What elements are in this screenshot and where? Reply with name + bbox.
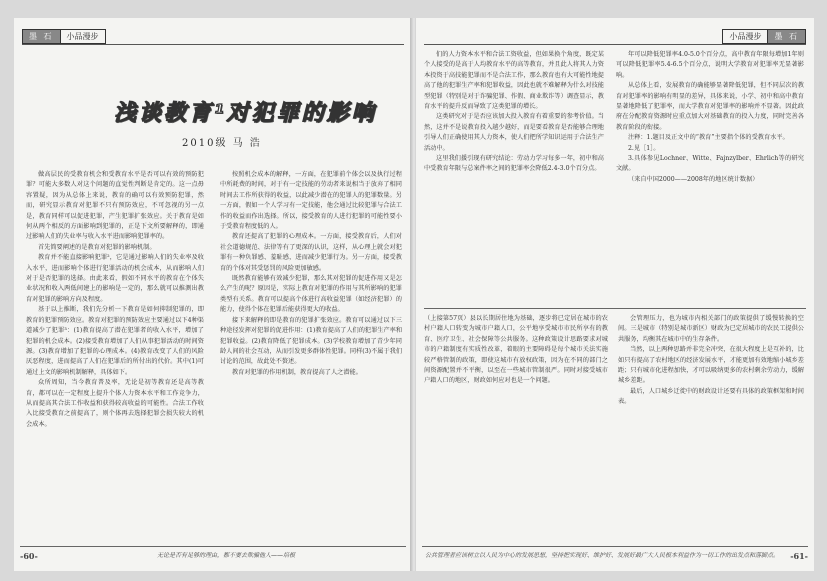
footnote: 3.具体参见Lochner、Witte、Fajnzylber、Ehrlich等的研究文献。	[616, 155, 804, 173]
left-page-header	[22, 28, 106, 44]
left-column-1	[26, 170, 204, 430]
right-column-1	[424, 50, 604, 175]
paragraph: 这类研究对于是否应该加大投入教育有着重要的参考价值。当然，这并不是说教育投入越少越好，而是要看教育是否能够合理地引导人们正确使用其人力资本，使人们把所学知识运用于合法生产活动中。	[424, 113, 604, 152]
paragraph: 这里我们援引现有研究结论：劳动力学习每多一年，初中和高中受教育年限与总案件率之间的犯罪率会降低2.4-3.0个百分点。	[424, 155, 604, 173]
paragraph: 年可以降低犯罪率4.0-5.0个百分点，高中教育年限每增加1年则可以降低犯罪率5.4-6.5个百分点，说明大学教育对犯罪率无显著影响。	[616, 51, 804, 79]
left-page-footer	[20, 546, 406, 565]
section-label: 小品漫步	[61, 29, 106, 44]
paragraph: （上接第57页）县以长期居住地为基础，逐步将已定居在城市的农村户籍人口转变为城市户籍人口，公平地享受城市市民所享有的教育、医疗卫生、社会保障等公共服务。这种政策设计思路要求对城市的户籍制度有实质性改革，着眼的主要障碍是每个城市关法实施较严格管制的政策，即使这城市有放权政策，因为在不同的部门之间资源配置并不平衡，以至在一些城市管制很严。同时对接受城市户籍人口的地区，财政如何应对也是一个问题。	[424, 315, 608, 385]
right-column-2	[616, 50, 804, 185]
article-author: 2010级 马 浩	[182, 138, 262, 149]
right-page-header	[722, 28, 806, 44]
section-box: 墨 石	[22, 29, 61, 44]
paragraph: 从总体上看，发展教育的确能够显著降低犯罪，但不同层次的教育对犯罪率的影响有明显的差异，具体来说，小学、初中和高中教育显著地降低了犯罪率，而大学教育对犯罪率的影响并不显著。因此政府在分配教育资源时应重点加大对基础教育的投入力度，同时完善各教育阶段的衔接。	[616, 82, 804, 131]
paragraph: 当然，以上两种思路并非完全冲突，在很大程度上是互补的，比如只有提高了农村地区的经济发展水平，才能更加有效地缩小城乡差距；只有城市化进程加快，才可以吸纳更多的农村剩余劳动力，缓解城乡差距。	[618, 346, 804, 385]
right-page-footer	[422, 546, 808, 565]
paragraph: 众所周知，当今教育普及率，无论是初等教育还是高等教育，都可以在一定程度上提升个体人力资本水平和工作竞争力，从而提高其合法工作收益和获得较高收益的可能性。合法工作收入比接受教育之前提高了，则个体再去选择犯罪会损失较大的机会成本。	[26, 379, 204, 428]
paragraph: 教育对犯罪的作用机制，教育提高了人之潜能。	[232, 368, 362, 376]
right-page	[416, 18, 814, 571]
paragraph: 最后，人口城乡迁徙中的财政设计还要有具体的政策框架和时间表。	[618, 387, 804, 406]
header-rule	[22, 44, 404, 45]
header-rule	[424, 44, 806, 45]
paragraph: 首先简要阐述的是教育对犯罪的影响机制。	[38, 243, 156, 251]
footer-quote: 无论是否有足够的理由，都不要去欺骗他人——培根	[156, 552, 295, 559]
section-box: 墨 石	[767, 29, 806, 44]
section-divider	[424, 308, 806, 309]
footer-quote: 公共管理者应该树立以人民为中心的发展思想，坚持把实现好、维护好、发展好最广大人民根本利益作为一切工作的出发点和落脚点。	[424, 552, 779, 559]
left-page	[14, 18, 412, 571]
footnote: （来自中国2000——2008年的地区统计数据）	[628, 175, 759, 183]
paragraph: 们的人力资本水平和合法工资收益，但如果换个角度，既定某个人接受的是高于人均教育水平的高等教育，并且此人将其人力资本投资于高技能犯罪而不是合法工作，那么教育也有大可能性地提高了他的犯罪生产率和犯罪收益，因此也就不难解释为什么对技能型犯罪（特别是对于诈骗犯罪、作假、商业欺诈等）调查显示，教育水平的提升反而导致了这类犯罪的增长。	[424, 51, 604, 111]
section-label: 小品漫步	[722, 29, 767, 44]
page-number: -61-	[790, 551, 808, 561]
paragraph: 做高层民的受教育机会和受教育水平是否可以有效的预防犯罪？可能大多数人对这个问题的直觉性判断是肯定的。这一点毋容置疑，因为从总体上来说，教育的确可以有效预防犯罪，然而，研究显示教育对犯罪不只有预防效应，不可忽视的另一点是，教育同样可以促进犯罪，产生犯罪扩张效应。关于教育是如何从两个相反的方面影响到犯罪的，正是下文所要解释的，即通过影响人们的失业率与收入水平进而影响犯罪率的。	[26, 171, 204, 241]
paragraph: 教育并不能直接影响犯罪²，它是通过影响人们的失业率及收入水平，进而影响个体进行犯罪活动的机会成本，从而影响人们对于是否犯罪的选择。由此来看，假如不同水平的教育在个体失业状况和收入两低间建上的影响是一定的，那么就可以推测出教育对犯罪的影响方向及程度。	[26, 254, 204, 303]
right-bottom-column-2	[618, 314, 804, 408]
article-title: 浅谈教育¹对犯罪的影响	[114, 101, 377, 126]
footnote: 注释：1.题目及正文中的“教育”主要指个体的受教育水平。	[628, 134, 789, 142]
paragraph: 教育还提高了犯罪的心理成本。一方面，接受教育后，人们对社会道德规范、法律等有了更深的认识，这样，从心理上就会对犯罪有一种负罪感、羞耻感，进而减少犯罪行为。另一方面，接受教育的个体对其受惩罚的风险更加敏感。	[220, 233, 402, 272]
paragraph: 既然教育能够有效减少犯罪，那么其对犯罪的促进作用又是怎么产生的呢？原因是，实际上教育对犯罪的作用与其所影响的犯罪类型有关系。教育可以提高个体进行高收益犯罪（如经济犯罪）的能力，使得个体在犯罪后能获得更大的收益。	[220, 275, 402, 314]
paragraph: 会管理压力，也为城市内相关部门的政策提供了缓慢转换的空间。三是城市（特别是城市新区）财政为已定居城市的农民工提供公共服务，均衡其在城市中的生存条件。	[618, 315, 804, 343]
right-bottom-column-1	[424, 314, 608, 387]
paragraph: 按照机会成本的解释，一方面，在犯罪前个体会以及执行过程中所耗费的时间，对于有一定技能的劳动者来说相当于放弃了相同时间去工作所获得的收益，以此减少潜在的犯罪人的犯罪数量。另一方面，假如一个人学习有一定技能，他会通过比较犯罪与合法工作的收益而作出选择。所以，接受教育的人进行犯罪的可能性要小于受教育程度低的人。	[220, 171, 402, 231]
page-number: -60-	[20, 551, 38, 561]
paragraph: 接下来解释的即是教育的犯罪扩张效应。教育可以通过以下三种途径发挥对犯罪的促进作用：(1)教育提高了人们的犯罪生产率和犯罪收益。(2)教育降低了犯罪成本。(3)学校教育增加了青少年同龄人间的社会互动，从而引发更多群体性犯罪。同样(3)不属于我们讨论的范围，故此处不赘述。	[220, 316, 403, 366]
left-column-2	[220, 170, 402, 378]
paragraph: 基于以上推断，我们先分析一下教育是如何抑制犯罪的，即教育的犯罪预防效应。教育对犯罪的预防效应主要通过以下4种渠道减少了犯罪³：(1)教育提高了潜在犯罪者的收入水平，增加了犯罪的机会成本。(2)接受教育增加了人们从事犯罪活动的时间资源。(3)教育增加了犯罪的心理成本。(4)教育改变了人们的风险厌恶程度，进而提高了人们在犯罪后的所付出的代价。其中(1)可通过上文的影响机制解释，具体如下。	[26, 306, 204, 376]
footnote: 2.见［1］。	[628, 144, 660, 152]
